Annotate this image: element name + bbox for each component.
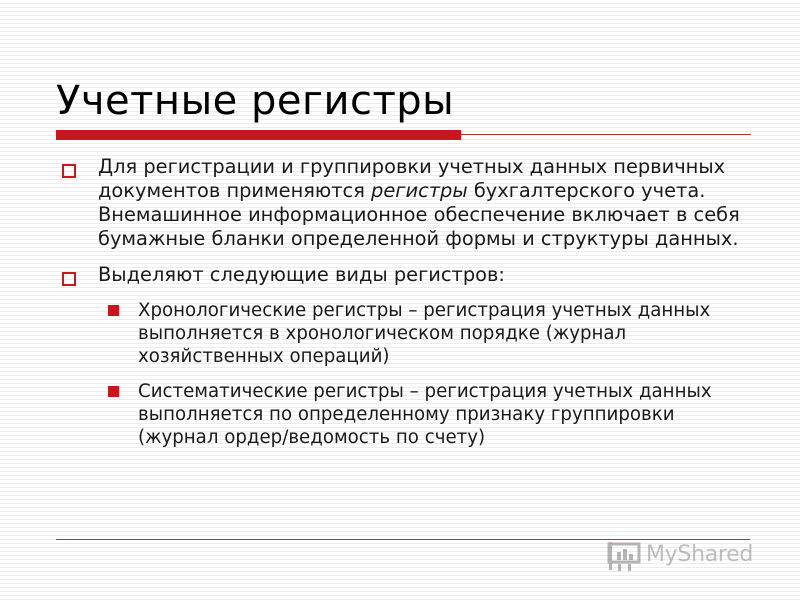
sub-bullet-item [98, 380, 750, 449]
sub-bullet-text: Систематические регистры – регистрация учетных данных выполняется по определенному признаку группировки (журнал ордер/ведомость по счету) [138, 381, 712, 448]
bullet-item [60, 155, 750, 251]
watermark-text: MyShared [646, 542, 754, 567]
filled-square-bullet-icon [108, 305, 119, 316]
bullet-item [60, 263, 750, 287]
slide-body [60, 155, 750, 461]
hollow-square-bullet-icon [62, 272, 76, 286]
hollow-square-bullet-icon [62, 164, 76, 178]
bullet-text-italic: регистры [371, 179, 468, 202]
sub-bullet-item [98, 299, 750, 368]
watermark-logo [606, 538, 766, 574]
slide-title: Учетные регистры [56, 78, 455, 124]
sub-bullet-text: Хронологические регистры – регистрация учетных данных выполняется в хронологическом порядке (журнал хозяйственных операций) [138, 300, 711, 367]
bullet-text: Выделяют следующие виды регистров: [98, 263, 505, 286]
bullet-text-part: бухгалтерского учета. Внемашинное информационное обеспечение включает в себя бумажные бланки определенной формы и структуры данных. [98, 179, 740, 250]
filled-square-bullet-icon [108, 386, 119, 397]
title-underline-bar [56, 130, 461, 140]
title-divider-line [461, 134, 751, 135]
bullet-text-part: Для регистрации и группировки учетных данных первичных документов применяются [98, 155, 726, 202]
presentation-board-icon [606, 540, 646, 572]
